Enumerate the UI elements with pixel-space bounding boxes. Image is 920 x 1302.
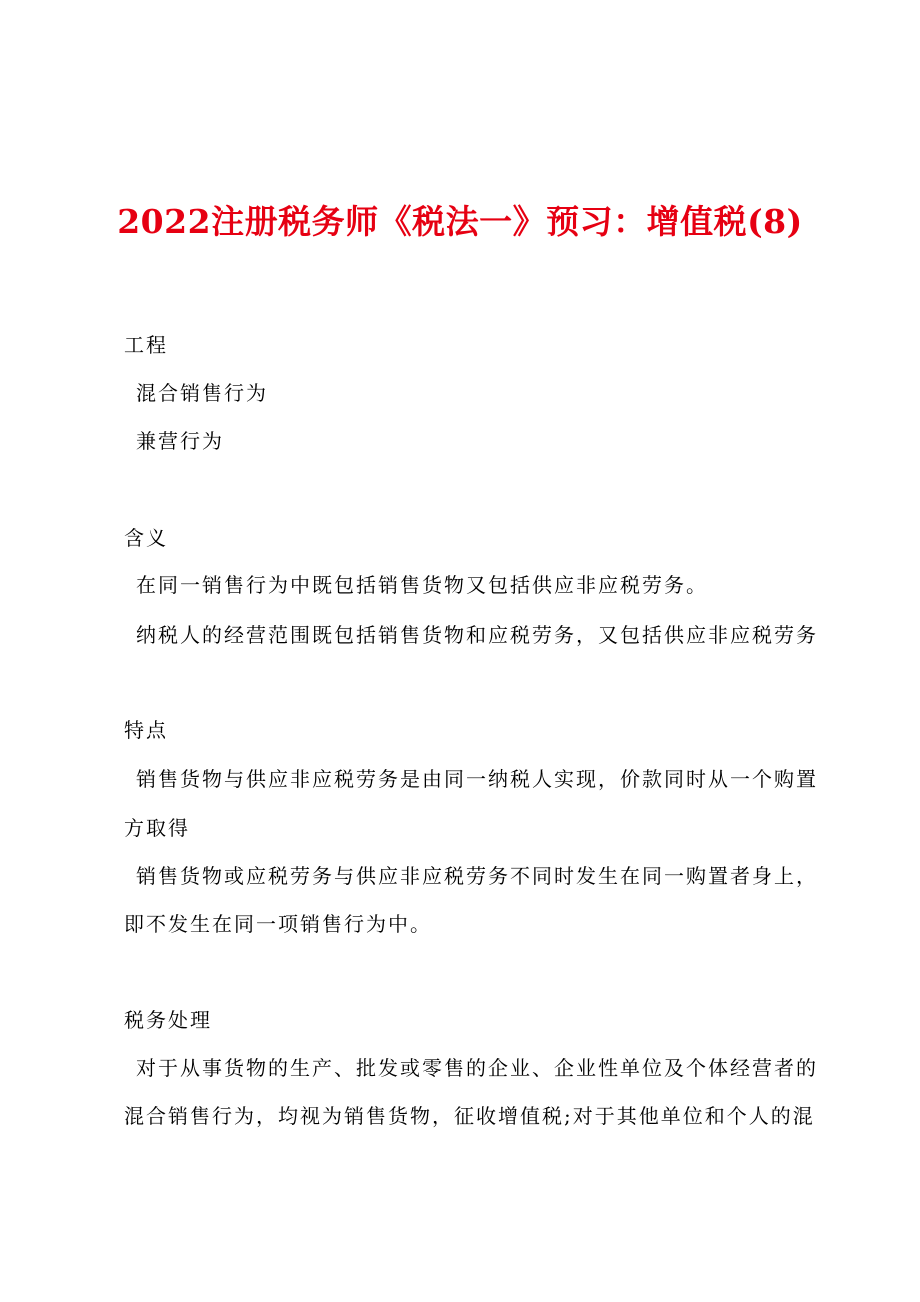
meaning-concurrent-operations: 纳税人的经营范围既包括销售货物和应税劳务，又包括供应非应税劳务 <box>136 623 818 647</box>
row-heading-project: 工程 <box>124 333 168 357</box>
features-concurrent-line2: 即不发生在同一项销售行为中。 <box>124 912 432 936</box>
document-title: 2022注册税务师《税法一》预习：增值税(8) <box>117 202 803 241</box>
features-mixed-sales-line2: 方取得 <box>124 816 190 840</box>
tax-treatment-line2: 混合销售行为，均视为销售货物，征收增值税;对于其他单位和个人的混 <box>124 1104 815 1128</box>
meaning-mixed-sales: 在同一销售行为中既包括销售货物又包括供应非应税劳务。 <box>136 573 708 597</box>
row-heading-features: 特点 <box>124 718 168 742</box>
project-concurrent-operations: 兼营行为 <box>136 429 224 453</box>
features-mixed-sales-line1: 销售货物与供应非应税劳务是由同一纳税人实现，价款同时从一个购置 <box>136 767 818 791</box>
tax-treatment-line1: 对于从事货物的生产、批发或零售的企业、企业性单位及个体经营者的 <box>136 1056 818 1080</box>
features-concurrent-line1: 销售货物或应税劳务与供应非应税劳务不同时发生在同一购置者身上， <box>136 864 818 888</box>
project-mixed-sales: 混合销售行为 <box>136 381 268 405</box>
row-heading-meaning: 含义 <box>124 526 168 550</box>
row-heading-tax-treatment: 税务处理 <box>124 1008 212 1032</box>
